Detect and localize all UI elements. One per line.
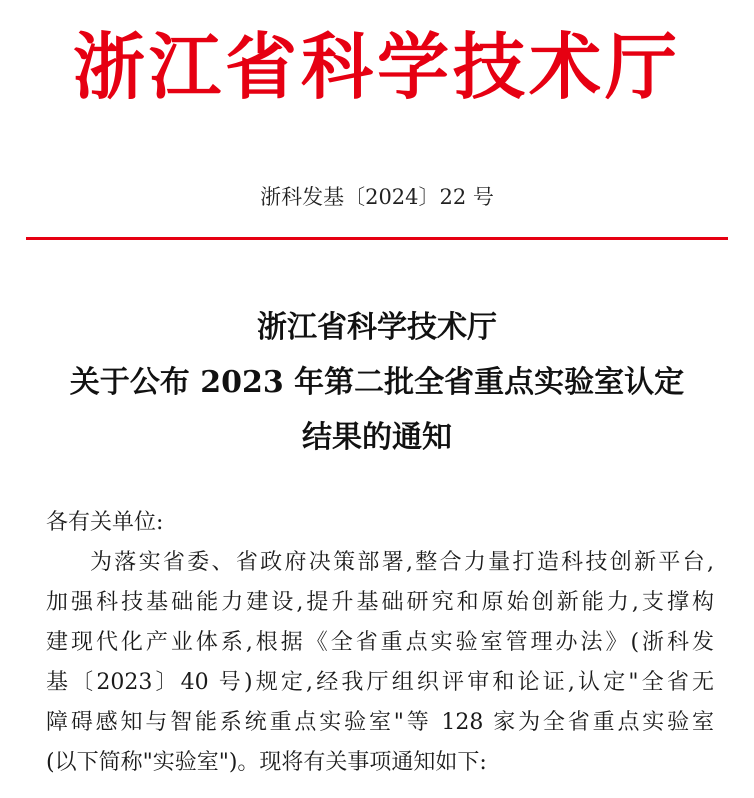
- notice-title: [0, 300, 754, 465]
- red-divider-line: [26, 237, 728, 240]
- paragraph-line: 建现代化产业体系,根据《全省重点实验室管理办法》(浙科发: [46, 630, 714, 655]
- issuer-heading: 浙江省科学技术厅: [72, 24, 681, 109]
- paragraph-line: 基〔2023〕40 号)规定,经我厅组织评审和论证,认定"全省无: [46, 670, 714, 695]
- salutation: 各有关单位:: [46, 510, 164, 535]
- body-paragraph: [46, 543, 714, 783]
- paragraph-line: 加强科技基础能力建设,提升基础研究和原始创新能力,支撑构: [46, 590, 714, 615]
- paragraph-line: 障碍感知与智能系统重点实验室"等 128 家为全省重点实验室: [46, 710, 714, 735]
- title-line: 浙江省科学技术厅: [257, 310, 497, 345]
- paragraph-line: 为落实省委、省政府决策部署,整合力量打造科技创新平台,: [90, 550, 714, 575]
- title-line: 结果的通知: [302, 420, 452, 455]
- title-line: 关于公布 2023 年第二批全省重点实验室认定: [69, 365, 685, 400]
- document-number: 浙科发基〔2024〕22 号: [260, 185, 494, 209]
- paragraph-line: (以下简称"实验室")。现将有关事项通知如下:: [46, 750, 487, 775]
